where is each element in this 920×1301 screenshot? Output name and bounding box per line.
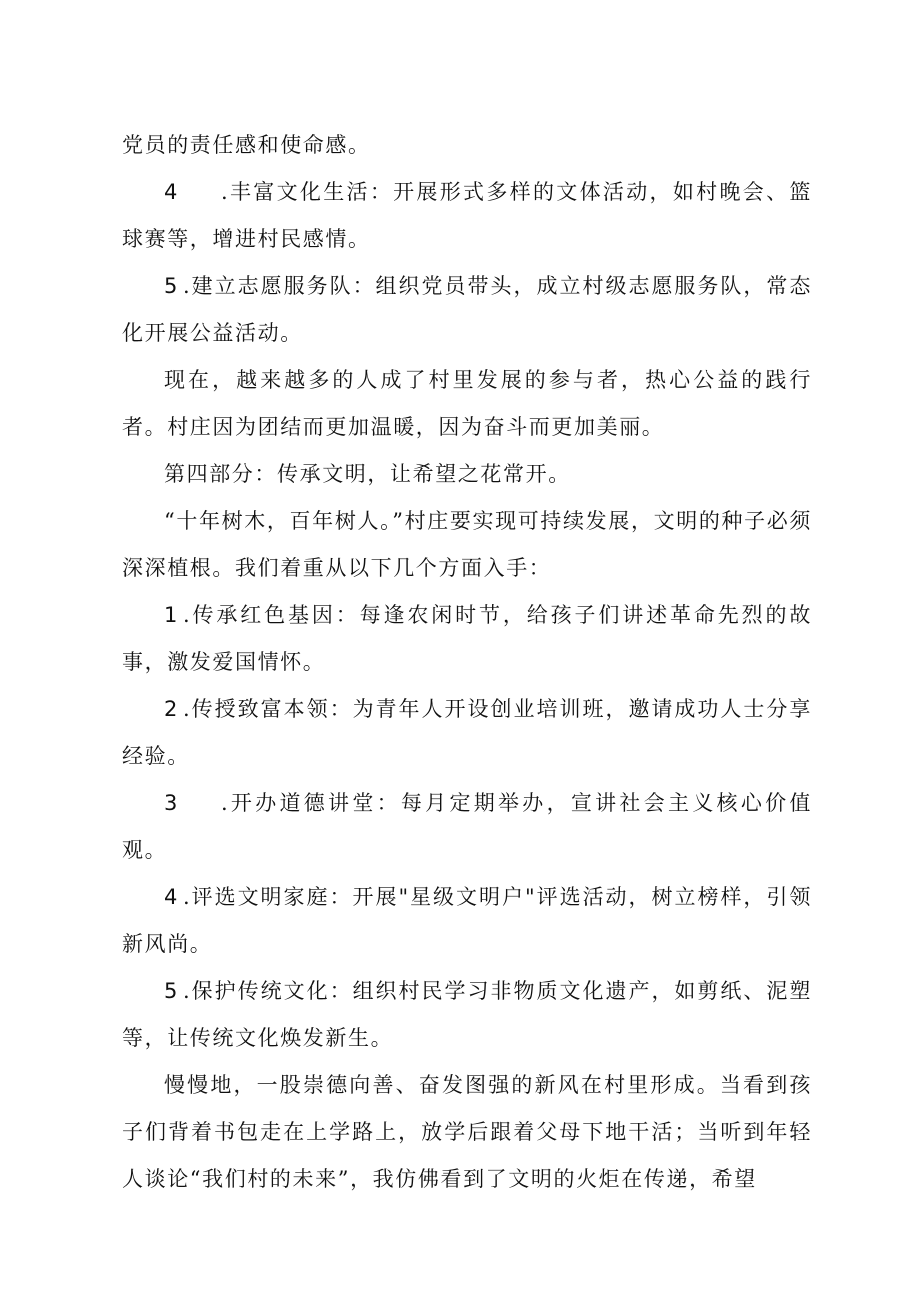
list-number: 5 <box>164 979 179 1003</box>
list-item-moral-lecture <box>122 780 812 874</box>
list-item-civilized-family <box>122 874 812 968</box>
section-heading-text: 第四部分：传承文明，让希望之花常开。 <box>164 462 571 486</box>
list-number: 4 <box>164 180 179 204</box>
list-item-text: .丰富文化生活：开展形式多样的文体活动，如村晚会、篮球赛等，增进村民感情。 <box>122 180 812 251</box>
list-item-text: .保护传统文化：组织村民学习非物质文化遗产，如剪纸、泥塑等，让传统文化焕发新生。 <box>122 979 812 1050</box>
section-heading-part-four <box>122 451 812 498</box>
list-number: 5 <box>164 274 179 298</box>
list-item-traditional-culture <box>122 968 812 1062</box>
list-item-text: .传承红色基因：每逢农闲时节，给孩子们讲述革命先烈的故事，激发爱国情怀。 <box>122 603 812 674</box>
document-body <box>122 122 812 1203</box>
list-number: 3 <box>164 791 179 815</box>
paragraph-new-atmosphere <box>122 1062 812 1203</box>
list-number: 2 <box>164 697 179 721</box>
paragraph-continuation <box>122 122 812 169</box>
paragraph-text: 慢慢地，一股崇德向善、奋发图强的新风在村里形成。当看到孩子们背着书包走在上学路上，放学后跟着父母下地干活；当听到年轻人谈论“我们村的未来”，我仿佛看到了文明的火炬在传递，希望 <box>122 1073 812 1191</box>
list-item-red-gene <box>122 592 812 686</box>
list-item-volunteer-team <box>122 263 812 357</box>
list-number: 4 <box>164 885 179 909</box>
list-item-text: .评选文明家庭：开展"星级文明户"评选活动，树立榜样，引领新风尚。 <box>122 885 812 956</box>
paragraph-civilization-seeds <box>122 498 812 592</box>
list-item-enrich-culture <box>122 169 812 263</box>
list-item-text: .传授致富本领：为青年人开设创业培训班，邀请成功人士分享经验。 <box>122 697 812 768</box>
list-item-text: .开办道德讲堂：每月定期举办，宣讲社会主义核心价值观。 <box>122 791 812 862</box>
list-number: 1 <box>164 603 179 627</box>
paragraph-text: 党员的责任感和使命感。 <box>122 133 371 157</box>
paragraph-text: 现在，越来越多的人成了村里发展的参与者，热心公益的践行者。村庄因为团结而更加温暖，因为奋斗而更加美丽。 <box>122 368 812 439</box>
paragraph-participants <box>122 357 812 451</box>
list-item-text: .建立志愿服务队：组织党员带头，成立村级志愿服务队，常态化开展公益活动。 <box>122 274 812 345</box>
list-item-skills <box>122 686 812 780</box>
paragraph-text: “十年树木，百年树人。”村庄要实现可持续发展，文明的种子必须深深植根。我们着重从以下几个方面入手： <box>122 509 812 580</box>
